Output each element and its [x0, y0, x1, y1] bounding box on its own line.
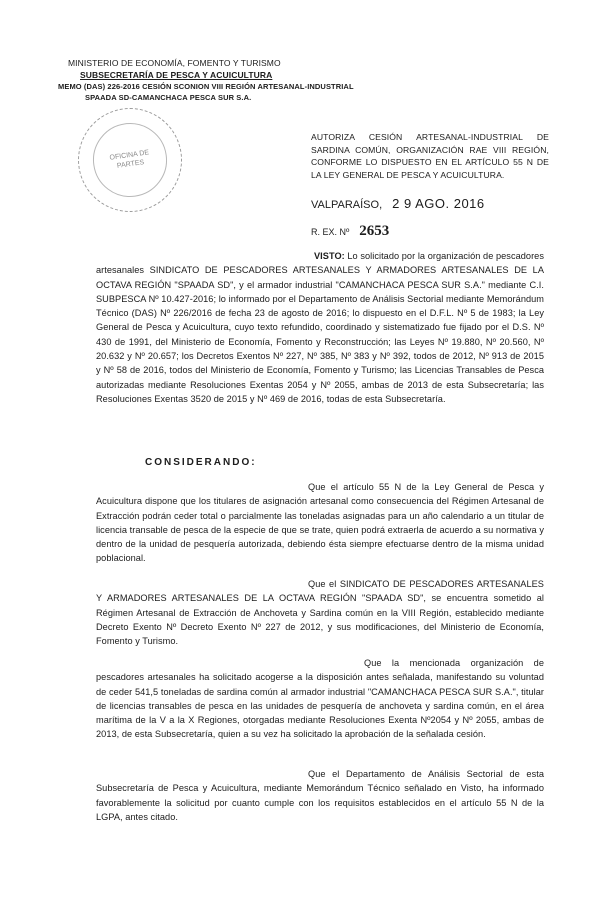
rex-number: 2653 [359, 223, 390, 239]
stamp-line-1: OFICINA DE [109, 149, 150, 162]
stamp-inner-ring [88, 118, 172, 202]
resolution-number-line [311, 223, 389, 240]
considerando-paragraph-3: Que la mencionada organización de pescadores artesanales ha solicitado acogerse a la disposición antes señalada, manifestando su voluntad de ceder 541,5 toneladas de sardina común al armador industrial "CAMANCHACA PESCA SUR S.A.", titular de licencias transables de pesca en las unidades de pesquería de anchoveta y sardina común, en el área marítima de la V a la X Regiones, otorgadas mediante Resoluciones Exenta Nº2054 y Nº 2055, ambas de 2013, de esta Subsecretaría, quien a su vez ha solicitado la aprobación de la señalada cesión. [96, 658, 544, 740]
considerando-paragraph-1: Que el artículo 55 N de la Ley General de Pesca y Acuicultura dispone que los titulares de asignación artesanal como consecuencia del Régimen Artesanal de Extracción podrán ceder total o parcialmente las toneladas asignadas para un año calendario a un titular de licencia transable de pesca de la especie de que se trate, quien podrá extraerla de acuerdo a su normativa y dentro de la unidad de pesquería autorizada, debiendo ésta siempre efectuarse dentro de la misma unidad poblacional. [96, 482, 544, 564]
rex-label: R. EX. Nº [311, 227, 350, 237]
subsecretaria-header: SUBSECRETARÍA DE PESCA Y ACUICULTURA [80, 70, 273, 80]
considerando-paragraph-2: Que el SINDICATO DE PESCADORES ARTESANALES Y ARMADORES ARTESANALES DE LA OCTAVA REGIÓN "SPAADA SD", se encuentra sometido al Régimen Artesanal de Extracción de Anchoveta y Sardina común en la VIII Región, establecido mediante Decreto Exento Nº Decreto Exento Nº 227 de 2012, y sus modificaciones, del Ministerio de Economía, Fomento y Turismo. [96, 579, 544, 647]
visto-paragraph [96, 249, 544, 406]
resolution-subject: AUTORIZA CESIÓN ARTESANAL-INDUSTRIAL DE SARDINA COMÚN, ORGANIZACIÓN RAE VIII REGIÓN, CONFORME LO DISPUESTO EN EL ARTÍCULO 55 N DE LA LEY GENERAL DE PESCA Y ACUICULTURA. [311, 132, 549, 180]
place-date-line [311, 196, 485, 211]
parties-reference: SPAADA SD-CAMANCHACA PESCA SUR S.A. [85, 93, 252, 102]
stamp-line-2: PARTES [116, 159, 145, 170]
visto-label: VISTO: [314, 251, 345, 261]
resolution-date: 2 9 AGO. 2016 [392, 196, 485, 211]
memo-reference: MEMO (DAS) 226-2016 CESIÓN SCONION VIII REGIÓN ARTESANAL-INDUSTRIAL [58, 82, 354, 91]
office-stamp [78, 108, 182, 212]
place-name: VALPARAÍSO, [311, 199, 383, 211]
considerando-heading: CONSIDERANDO: [145, 457, 257, 468]
visto-text: Lo solicitado por la organización de pescadores artesanales SINDICATO DE PESCADORES ARTESANALES Y ARMADORES ARTESANALES DE LA OCTAVA REGIÓN "SPAADA SD", y el armador industrial "CAMANCHACA PESCA SUR S.A." mediante C.I. SUBPESCA Nº 10.427-2016; lo informado por el Departamento de Análisis Sectorial mediante Memorándum Técnico (DAS) Nº 226/2016 de fecha 23 de agosto de 2016; lo dispuesto en el D.F.L. Nº 5 de 1983; la Ley General de Pesca y Acuicultura, cuyo texto refundido, coordinado y sistematizado fue fijado por el D.S. Nº 430 de 1991, del Ministerio de Economía, Fomento y Reconstrucción; las Leyes Nº 19.880, Nº 20.560, Nº 20.632 y Nº 20.657; los Decretos Exentos Nº 227, Nº 385, Nº 383 y Nº 392, todos de 2012, Nº 913 de 2015 y Nº 58 de 2016, todos del Ministerio de Economía, Fomento y Turismo; las Licencias Transables de Pesca autorizadas mediante Resoluciones Exentas 2054 y Nº 2055, ambas de 2013 de esta Subsecretaría; las Resoluciones Exentas 3520 de 2015 y Nº 469 de 2016, todas de esta Subsecretaría. [96, 251, 544, 404]
ministry-header: MINISTERIO DE ECONOMÍA, FOMENTO Y TURISMO [68, 58, 281, 68]
considerando-paragraph-4: Que el Departamento de Análisis Sectorial de esta Subsecretaría de Pesca y Acuicultura, mediante Memorándum Técnico señalado en Visto, ha informado favorablemente la solicitud por cuanto cumple con los requisitos establecidos en el artículo 55 N de la LGPA, antes citado. [96, 769, 544, 822]
